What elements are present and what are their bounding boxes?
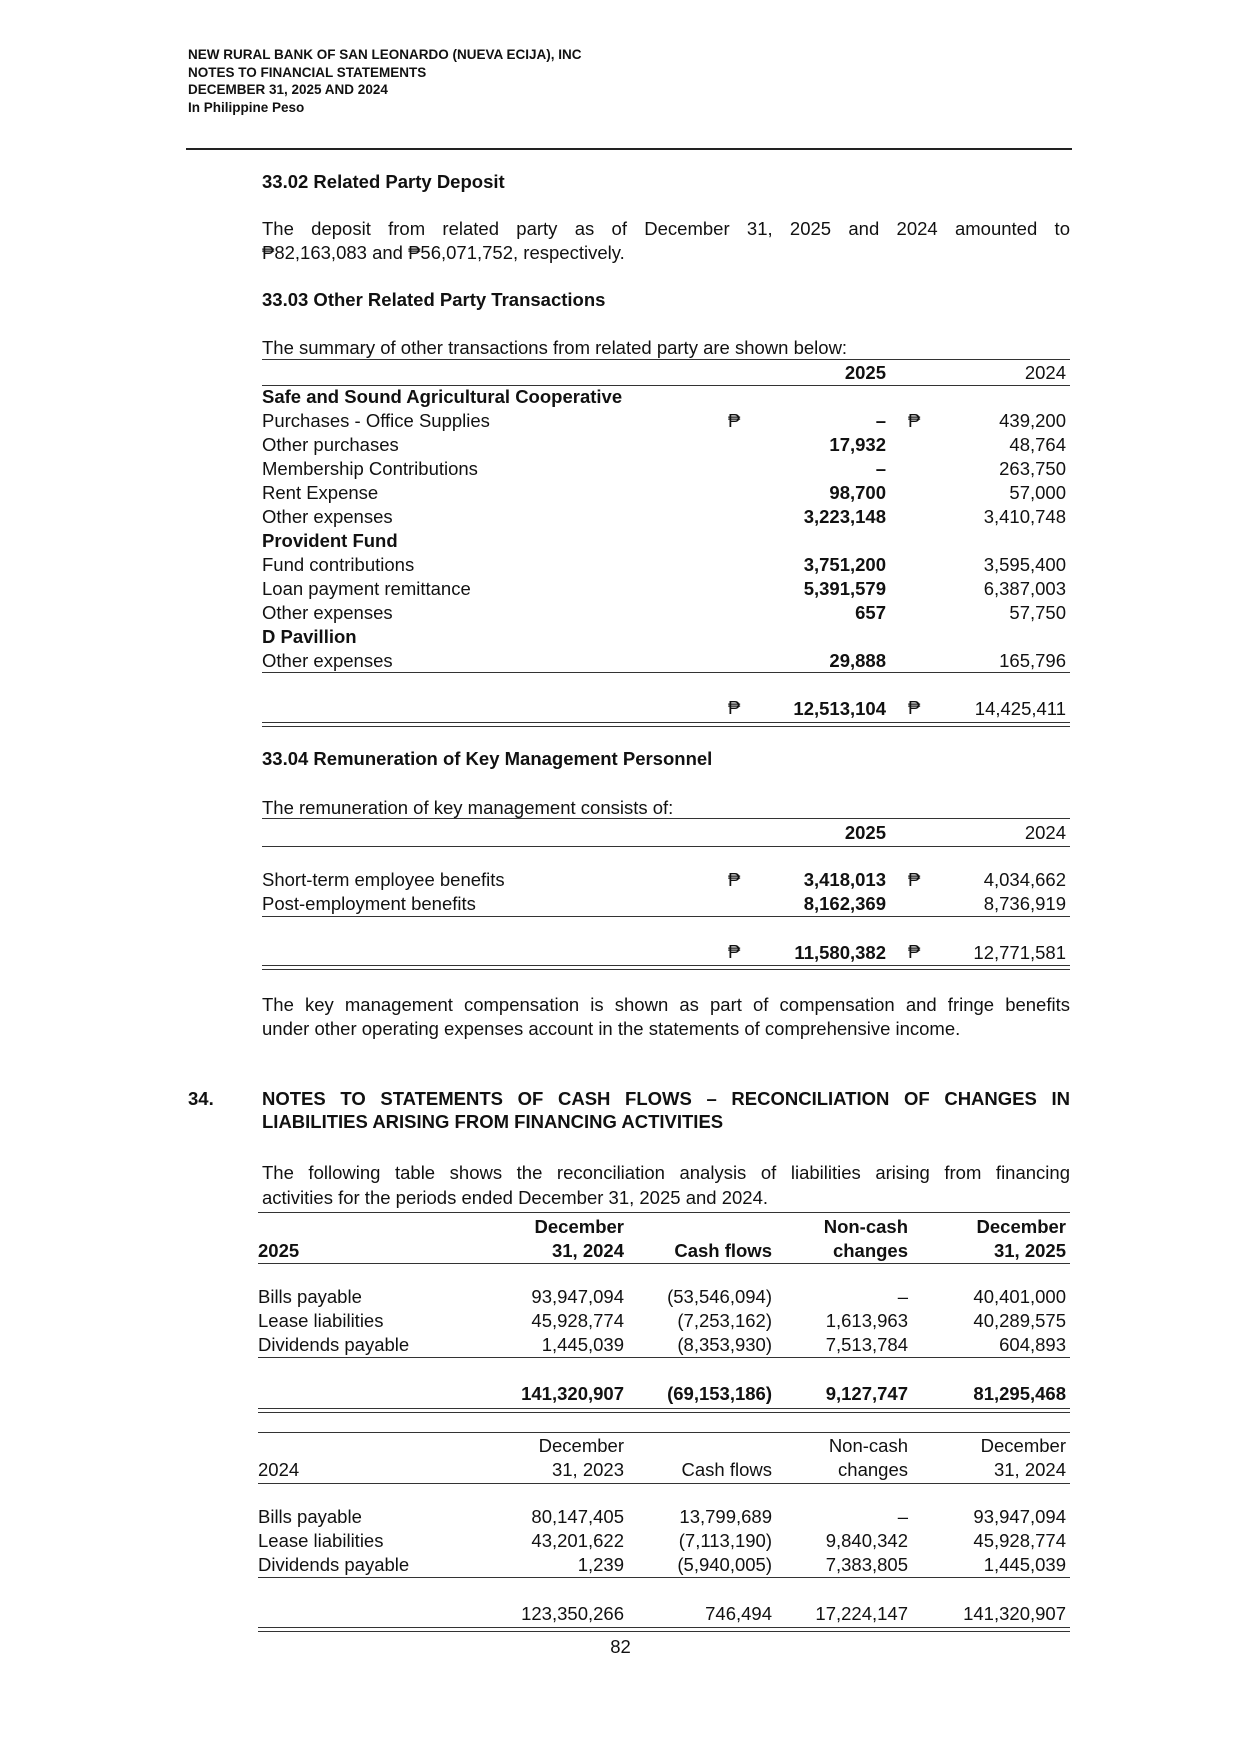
cash-flows: (7,253,162) — [677, 1310, 772, 1331]
cash-flows: 13,799,689 — [679, 1506, 772, 1527]
table-subtotal-rule — [262, 672, 1070, 673]
peso-sign: ₱ — [908, 869, 921, 890]
table-row — [258, 1285, 1070, 1309]
km-total-2024: 12,771,581 — [973, 942, 1066, 963]
row-label: Fund contributions — [262, 554, 415, 575]
non-cash-changes: 9,840,342 — [825, 1530, 908, 1551]
section-34-title-2: LIABILITIES ARISING FROM FINANCING ACTIVITIES — [262, 1111, 724, 1132]
table-double-rule — [262, 965, 1070, 970]
row-label: Purchases - Office Supplies — [262, 410, 490, 431]
non-cash-changes: – — [897, 1286, 908, 1307]
value-2024: 165,796 — [999, 650, 1066, 671]
section-33-02-text-2: ₱82,163,083 and ₱56,071,752, respectively. — [262, 242, 625, 263]
recon-2024-h-begin-2: 31, 2023 — [551, 1459, 624, 1480]
key-management-note-2: under other operating expenses account in the statements of comprehensive income. — [262, 1018, 961, 1039]
value-2025: 29,888 — [829, 650, 886, 671]
row-label: Other expenses — [262, 602, 393, 623]
section-34-intro-2: activities for the periods ended December 31, 2025 and 2024. — [262, 1187, 768, 1208]
table-row — [258, 1333, 1070, 1357]
value-2025: 8,162,369 — [803, 893, 886, 914]
table-row — [258, 1553, 1070, 1577]
header-company: NEW RURAL BANK OF SAN LEONARDO (NUEVA ECIJA), INC — [188, 47, 582, 62]
table-row — [258, 1505, 1070, 1529]
begin-balance: 1,239 — [577, 1554, 624, 1575]
group-heading: D Pavillion — [262, 626, 357, 647]
recon-2024-top-rule — [258, 1432, 1070, 1433]
total-2024: 14,425,411 — [974, 698, 1066, 719]
recon-2024-h-noncash-2: changes — [838, 1459, 908, 1480]
value-2024: 263,750 — [999, 458, 1066, 479]
value-2025: 3,223,148 — [803, 506, 886, 527]
table-subtotal-rule — [262, 916, 1070, 917]
col-header-2025: 2025 — [844, 822, 886, 843]
section-33-02-title: 33.02 Related Party Deposit — [262, 171, 505, 192]
begin-balance: 1,445,039 — [541, 1334, 624, 1355]
recon-2025-total-cash: (69,153,186) — [667, 1383, 772, 1404]
section-34-title-1: NOTES TO STATEMENTS OF CASH FLOWS – RECONCILIATION OF CHANGES IN — [262, 1088, 1070, 1109]
related-party-total-row — [262, 697, 1070, 721]
table-row — [262, 601, 1070, 625]
value-2024: 439,200 — [999, 410, 1066, 431]
section-33-02-text-1: The deposit from related party as of December 31, 2025 and 2024 amounted to — [262, 218, 1070, 239]
end-balance: 93,947,094 — [973, 1506, 1066, 1527]
peso-sign: ₱ — [728, 941, 741, 962]
recon-2024-subtotal-rule — [258, 1577, 1070, 1578]
row-label: Loan payment remittance — [262, 578, 471, 599]
value-2024: 3,595,400 — [983, 554, 1066, 575]
value-2025: 5,391,579 — [803, 578, 886, 599]
table-header-rule — [262, 846, 1070, 847]
section-33-03-title: 33.03 Other Related Party Transactions — [262, 289, 606, 310]
non-cash-changes: 1,613,963 — [825, 1310, 908, 1331]
row-label: Dividends payable — [258, 1334, 410, 1355]
end-balance: 40,289,575 — [973, 1310, 1066, 1331]
peso-sign: ₱ — [908, 410, 921, 431]
recon-2025-h-begin-1: December — [534, 1216, 624, 1237]
row-label: Lease liabilities — [258, 1530, 384, 1551]
header-currency: In Philippine Peso — [188, 99, 305, 115]
value-2025: 17,932 — [829, 434, 886, 455]
recon-2025-h-noncash-2: changes — [832, 1240, 908, 1261]
row-label: Lease liabilities — [258, 1310, 384, 1331]
value-2024: 57,000 — [1009, 482, 1066, 503]
peso-sign: ₱ — [728, 869, 741, 890]
cash-flows: (7,113,190) — [678, 1530, 772, 1551]
value-2024: 48,764 — [1009, 434, 1066, 455]
header-date: DECEMBER 31, 2025 AND 2024 — [188, 82, 388, 97]
value-2025: 98,700 — [829, 482, 886, 503]
recon-2025-year: 2025 — [258, 1240, 300, 1261]
value-2025: 3,751,200 — [803, 554, 886, 575]
value-2025: 3,418,013 — [803, 869, 886, 890]
row-label: Other purchases — [262, 434, 399, 455]
begin-balance: 43,201,622 — [531, 1530, 624, 1551]
row-label: Dividends payable — [258, 1554, 410, 1575]
col-header-2025: 2025 — [844, 362, 886, 383]
value-2024: 8,736,919 — [983, 893, 1066, 914]
recon-2024-total-begin: 123,350,266 — [521, 1603, 624, 1624]
begin-balance: 80,147,405 — [531, 1506, 624, 1527]
group-heading-row — [262, 625, 1070, 649]
table-row — [262, 505, 1070, 529]
header-rule — [186, 148, 1072, 150]
row-label: Membership Contributions — [262, 458, 478, 479]
recon-2025-h-end-2: 31, 2025 — [993, 1240, 1066, 1261]
recon-2025-total-row — [258, 1382, 1070, 1406]
km-total-2025: 11,580,382 — [794, 942, 886, 963]
document-header — [188, 46, 582, 116]
recon-2024-total-end: 141,320,907 — [963, 1603, 1066, 1624]
peso-sign: ₱ — [908, 697, 921, 718]
value-2024: 4,034,662 — [983, 869, 1066, 890]
group-heading: Safe and Sound Agricultural Cooperative — [262, 386, 623, 407]
table-row — [262, 409, 1070, 433]
recon-2025-h-end-1: December — [976, 1216, 1066, 1237]
section-33-04-intro: The remuneration of key management consists of: — [262, 797, 674, 818]
cash-flows: (53,546,094) — [667, 1286, 772, 1307]
non-cash-changes: – — [897, 1506, 908, 1527]
peso-sign: ₱ — [908, 941, 921, 962]
row-label: Bills payable — [258, 1506, 362, 1527]
recon-2025-header-rule — [258, 1263, 1070, 1264]
table-row — [262, 577, 1070, 601]
table-row — [258, 1529, 1070, 1553]
group-heading: Provident Fund — [262, 530, 398, 551]
section-33-04-title: 33.04 Remuneration of Key Management Personnel — [262, 748, 713, 769]
table-row — [262, 553, 1070, 577]
header-title: NOTES TO FINANCIAL STATEMENTS — [188, 64, 427, 80]
recon-2025-top-rule — [258, 1212, 1070, 1213]
recon-2024-h-begin-1: December — [538, 1435, 624, 1456]
row-label: Post-employment benefits — [262, 893, 476, 914]
key-management-total-row — [262, 941, 1070, 965]
recon-2024-double-rule — [258, 1627, 1070, 1632]
non-cash-changes: 7,513,784 — [825, 1334, 908, 1355]
begin-balance: 93,947,094 — [531, 1286, 624, 1307]
recon-2025-total-noncash: 9,127,747 — [825, 1383, 908, 1404]
non-cash-changes: 7,383,805 — [825, 1554, 908, 1575]
table-row — [262, 433, 1070, 457]
table-row — [258, 1309, 1070, 1333]
recon-2025-header — [258, 1215, 1070, 1265]
recon-2024-h-end-2: 31, 2024 — [993, 1459, 1066, 1480]
recon-2025-total-end: 81,295,468 — [973, 1383, 1066, 1404]
peso-sign: ₱ — [728, 410, 741, 431]
cash-flows: (5,940,005) — [677, 1554, 772, 1575]
row-label: Other expenses — [262, 506, 393, 527]
group-heading-row — [262, 385, 1070, 409]
recon-2024-h-end-1: December — [980, 1435, 1066, 1456]
recon-2024-header — [258, 1434, 1070, 1484]
recon-2024-total-noncash: 17,224,147 — [815, 1603, 908, 1624]
recon-2024-h-noncash-1: Non-cash — [828, 1435, 908, 1456]
table-row — [262, 649, 1070, 673]
value-2024: 6,387,003 — [983, 578, 1066, 599]
row-label: Other expenses — [262, 650, 393, 671]
begin-balance: 45,928,774 — [531, 1310, 624, 1331]
recon-2024-year: 2024 — [258, 1459, 300, 1480]
value-2024: 57,750 — [1009, 602, 1066, 623]
end-balance: 45,928,774 — [973, 1530, 1066, 1551]
value-2025: – — [875, 410, 886, 431]
table-row — [262, 868, 1070, 892]
total-2025: 12,513,104 — [793, 698, 886, 719]
recon-2025-h-begin-2: 31, 2024 — [551, 1240, 624, 1261]
section-34-intro-1: The following table shows the reconciliation analysis of liabilities arising from financing — [262, 1162, 1070, 1183]
row-label: Short-term employee benefits — [262, 869, 505, 890]
recon-2025-double-rule — [258, 1408, 1070, 1413]
page-number: 82 — [610, 1636, 631, 1657]
end-balance: 1,445,039 — [983, 1554, 1066, 1575]
section-34-number: 34. — [188, 1088, 214, 1109]
recon-2025-h-noncash-1: Non-cash — [823, 1216, 908, 1237]
recon-2025-total-begin: 141,320,907 — [521, 1383, 624, 1404]
value-2024: 3,410,748 — [983, 506, 1066, 527]
col-header-2024: 2024 — [1024, 822, 1066, 843]
table-double-rule — [262, 722, 1070, 727]
table-top-rule — [262, 359, 1070, 360]
value-2025: 657 — [855, 602, 886, 623]
recon-2024-total-row — [258, 1602, 1070, 1626]
recon-2024-header-rule — [258, 1483, 1070, 1484]
row-label: Rent Expense — [262, 482, 379, 503]
value-2025: – — [875, 458, 886, 479]
recon-2024-h-cash: Cash flows — [681, 1459, 772, 1480]
recon-2025-subtotal-rule — [258, 1357, 1070, 1358]
section-33-03-intro: The summary of other transactions from related party are shown below: — [262, 337, 848, 358]
group-heading-row — [262, 529, 1070, 553]
table-row — [262, 892, 1070, 916]
end-balance: 604,893 — [999, 1334, 1066, 1355]
recon-2024-total-cash: 746,494 — [705, 1603, 772, 1624]
cash-flows: (8,353,930) — [677, 1334, 772, 1355]
key-management-note-1: The key management compensation is shown as part of compensation and fringe benefits — [262, 994, 1070, 1015]
peso-sign: ₱ — [728, 697, 741, 718]
recon-2025-h-cash: Cash flows — [674, 1240, 772, 1261]
table-row — [262, 457, 1070, 481]
row-label: Bills payable — [258, 1286, 362, 1307]
end-balance: 40,401,000 — [973, 1286, 1066, 1307]
col-header-2024: 2024 — [1024, 362, 1066, 383]
table-top-rule — [262, 818, 1070, 819]
table-row — [262, 481, 1070, 505]
